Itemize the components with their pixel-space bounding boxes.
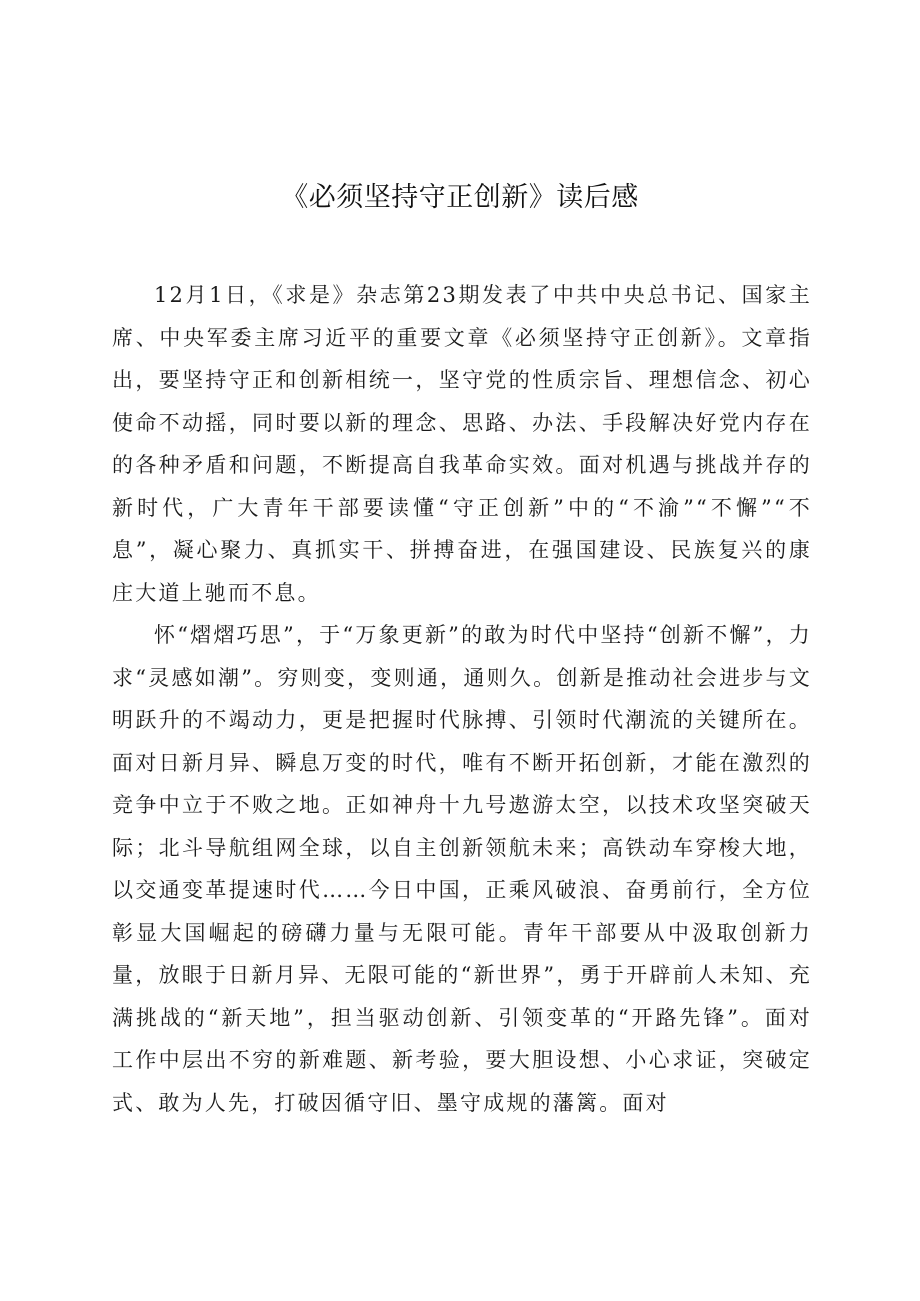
document-title: 《必须坚持守正创新》读后感 bbox=[281, 182, 639, 213]
paragraph-2: 怀“熠熠巧思”，于“万象更新”的敢为时代中坚持“创新不懈”，力求“灵感如潮”。穷则变，变则通，通则久。创新是推动社会进步与文明跃升的不竭动力，更是把握时代脉搏、引领时代潮流的关键所在。面对日新月异、瞬息万变的时代，唯有不断开拓创新，才能在激烈的竞争中立于不败之地。正如神舟十九号遨游太空，以技术攻坚突破天际；北斗导航组网全球，以自主创新领航未来；高铁动车穿梭大地，以交通变革提速时代……今日中国，正乘风破浪、奋勇前行，全方位彰显大国崛起的磅礴力量与无限可能。青年干部要从中汲取创新力量，放眼于日新月异、无限可能的“新世界”，勇于开辟前人未知、充满挑战的“新天地”，担当驱动创新、引领变革的“开路先锋”。面对工作中层出不穷的新难题、新考验，要大胆设想、小心求证，突破定式、敢为人先，打破因循守旧、墨守成规的藩篱。面对 bbox=[112, 623, 812, 1115]
document-body bbox=[112, 274, 812, 1124]
paragraph-1: 12月1日，《求是》杂志第23期发表了中共中央总书记、国家主席、中央军委主席习近平的重要文章《必须坚持守正创新》。文章指出，要坚持守正和创新相统一，坚守党的性质宗旨、理想信念、初心使命不动摇，同时要以新的理念、思路、办法、手段解决好党内存在的各种矛盾和问题，不断提高自我革命实效。面对机遇与挑战并存的新时代，广大青年干部要读懂“守正创新”中的“不渝”“不懈”“不息”，凝心聚力、真抓实干、拼搏奋进，在强国建设、民族复兴的康庄大道上驰而不息。 bbox=[112, 283, 812, 605]
